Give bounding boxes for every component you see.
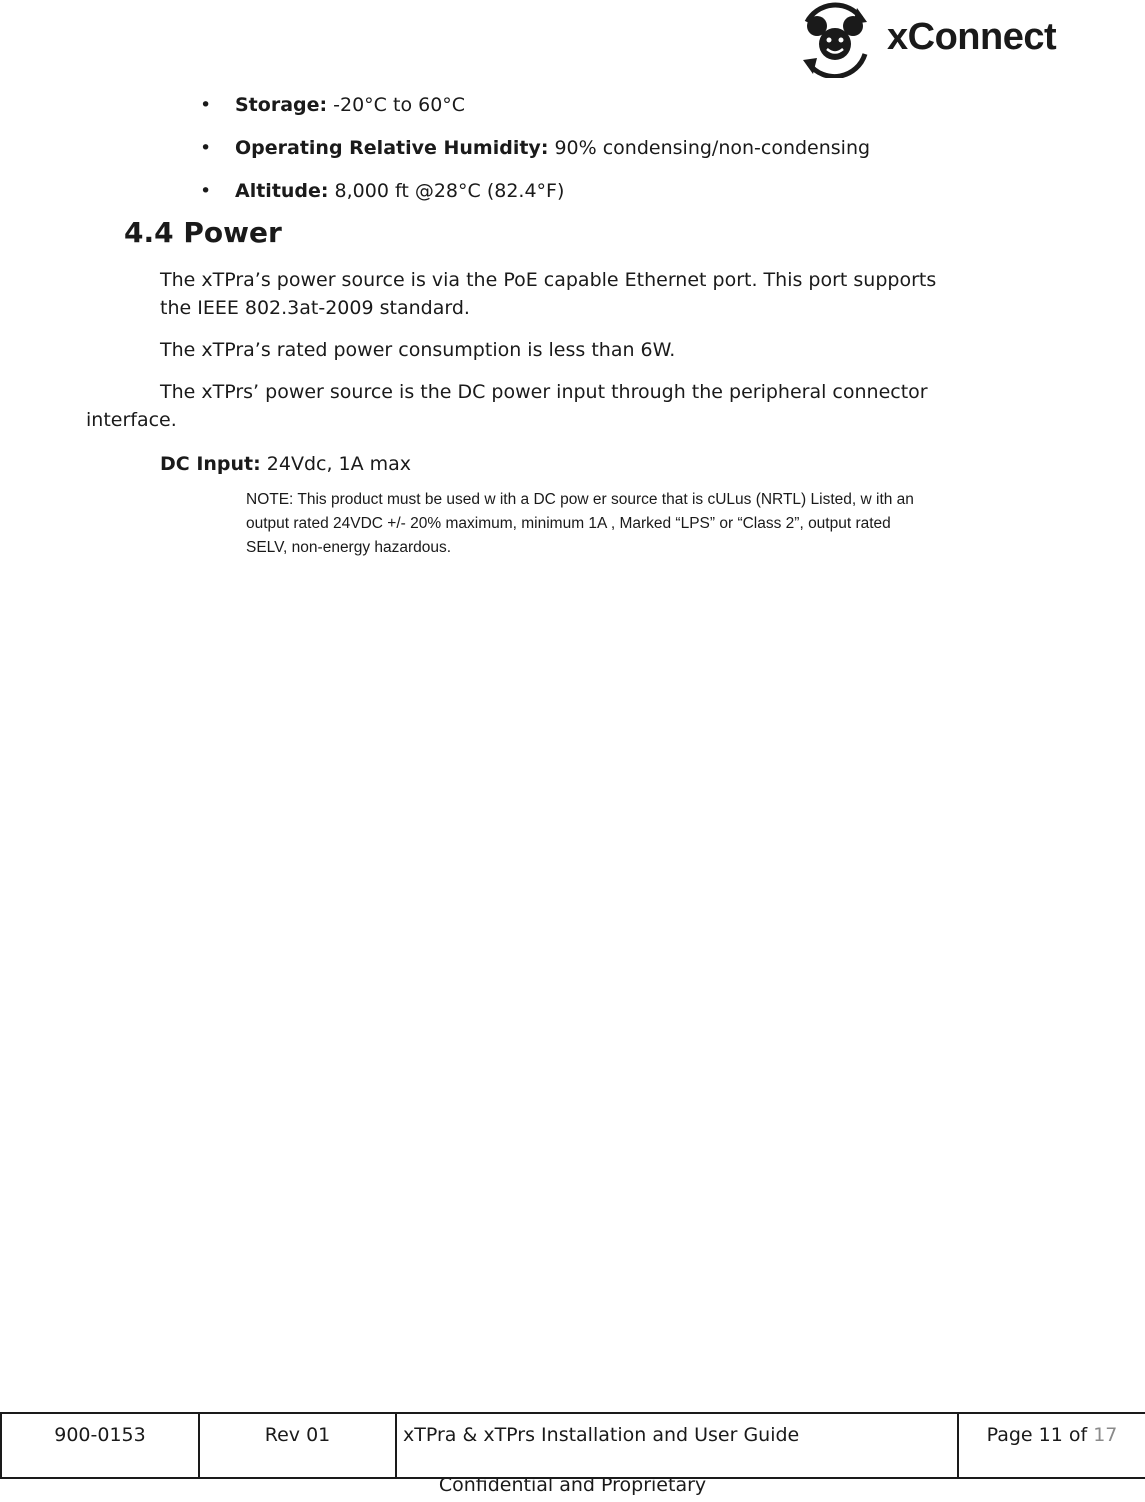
paragraph-poe-source — [160, 266, 936, 322]
paragraph-line: The xTPra’s power source is via the PoE capable Ethernet port. This port supports — [160, 269, 937, 291]
note-line: SELV, non-energy hazardous. — [246, 539, 452, 556]
section-heading: 4.4 Power — [124, 216, 282, 249]
paragraph-line: the IEEE 802.3at-2009 standard. — [160, 297, 470, 319]
page-number — [958, 1413, 1145, 1478]
spec-value: 90% condensing/non-condensing — [548, 137, 871, 159]
spec-value: -20°C to 60°C — [327, 94, 466, 116]
confidential-notice: Confidential and Proprietary — [438, 1474, 707, 1496]
note-line: output rated 24VDC +/- 20% maximum, minimum 1A , Marked “LPS” or “Class 2”, output rated — [246, 515, 891, 532]
spec-label: Storage: — [235, 94, 328, 116]
page-prefix: Page 11 of — [986, 1424, 1094, 1446]
xconnect-logo — [795, 2, 1070, 78]
note-line: NOTE: This product must be used w ith a DC pow er source that is cULus (NRTL) Listed, w ith an — [246, 491, 914, 508]
doc-title: xTPra & xTPrs Installation and User Guide — [396, 1413, 958, 1478]
environment-specs-list — [200, 88, 870, 217]
footer-table — [0, 1412, 1145, 1479]
safety-note — [246, 488, 1046, 560]
page-total: 17 — [1093, 1424, 1118, 1446]
paragraph-dc-source-line2: interface. — [86, 409, 177, 431]
footer-row — [1, 1413, 1145, 1478]
list-item — [200, 174, 870, 217]
revision: Rev 01 — [199, 1413, 396, 1478]
list-item — [200, 131, 870, 174]
brand-name: xConnect — [887, 16, 1057, 58]
spec-label: Operating Relative Humidity: — [235, 137, 549, 159]
spec-label: Altitude: — [235, 180, 329, 202]
list-item — [200, 88, 870, 131]
mouse-ears-refresh-icon — [795, 2, 875, 78]
doc-number: 900-0153 — [1, 1413, 199, 1478]
paragraph-dc-source-line1: The xTPrs’ power source is the DC power input through the peripheral connector — [160, 381, 928, 403]
dc-input-label: DC Input: — [160, 453, 261, 475]
spec-value: 8,000 ft @28°C (82.4°F) — [328, 180, 565, 202]
paragraph-power-consumption: The xTPra’s rated power consumption is less than 6W. — [160, 339, 676, 361]
dc-input-spec — [160, 450, 411, 478]
dc-input-value: 24Vdc, 1A max — [260, 453, 412, 475]
